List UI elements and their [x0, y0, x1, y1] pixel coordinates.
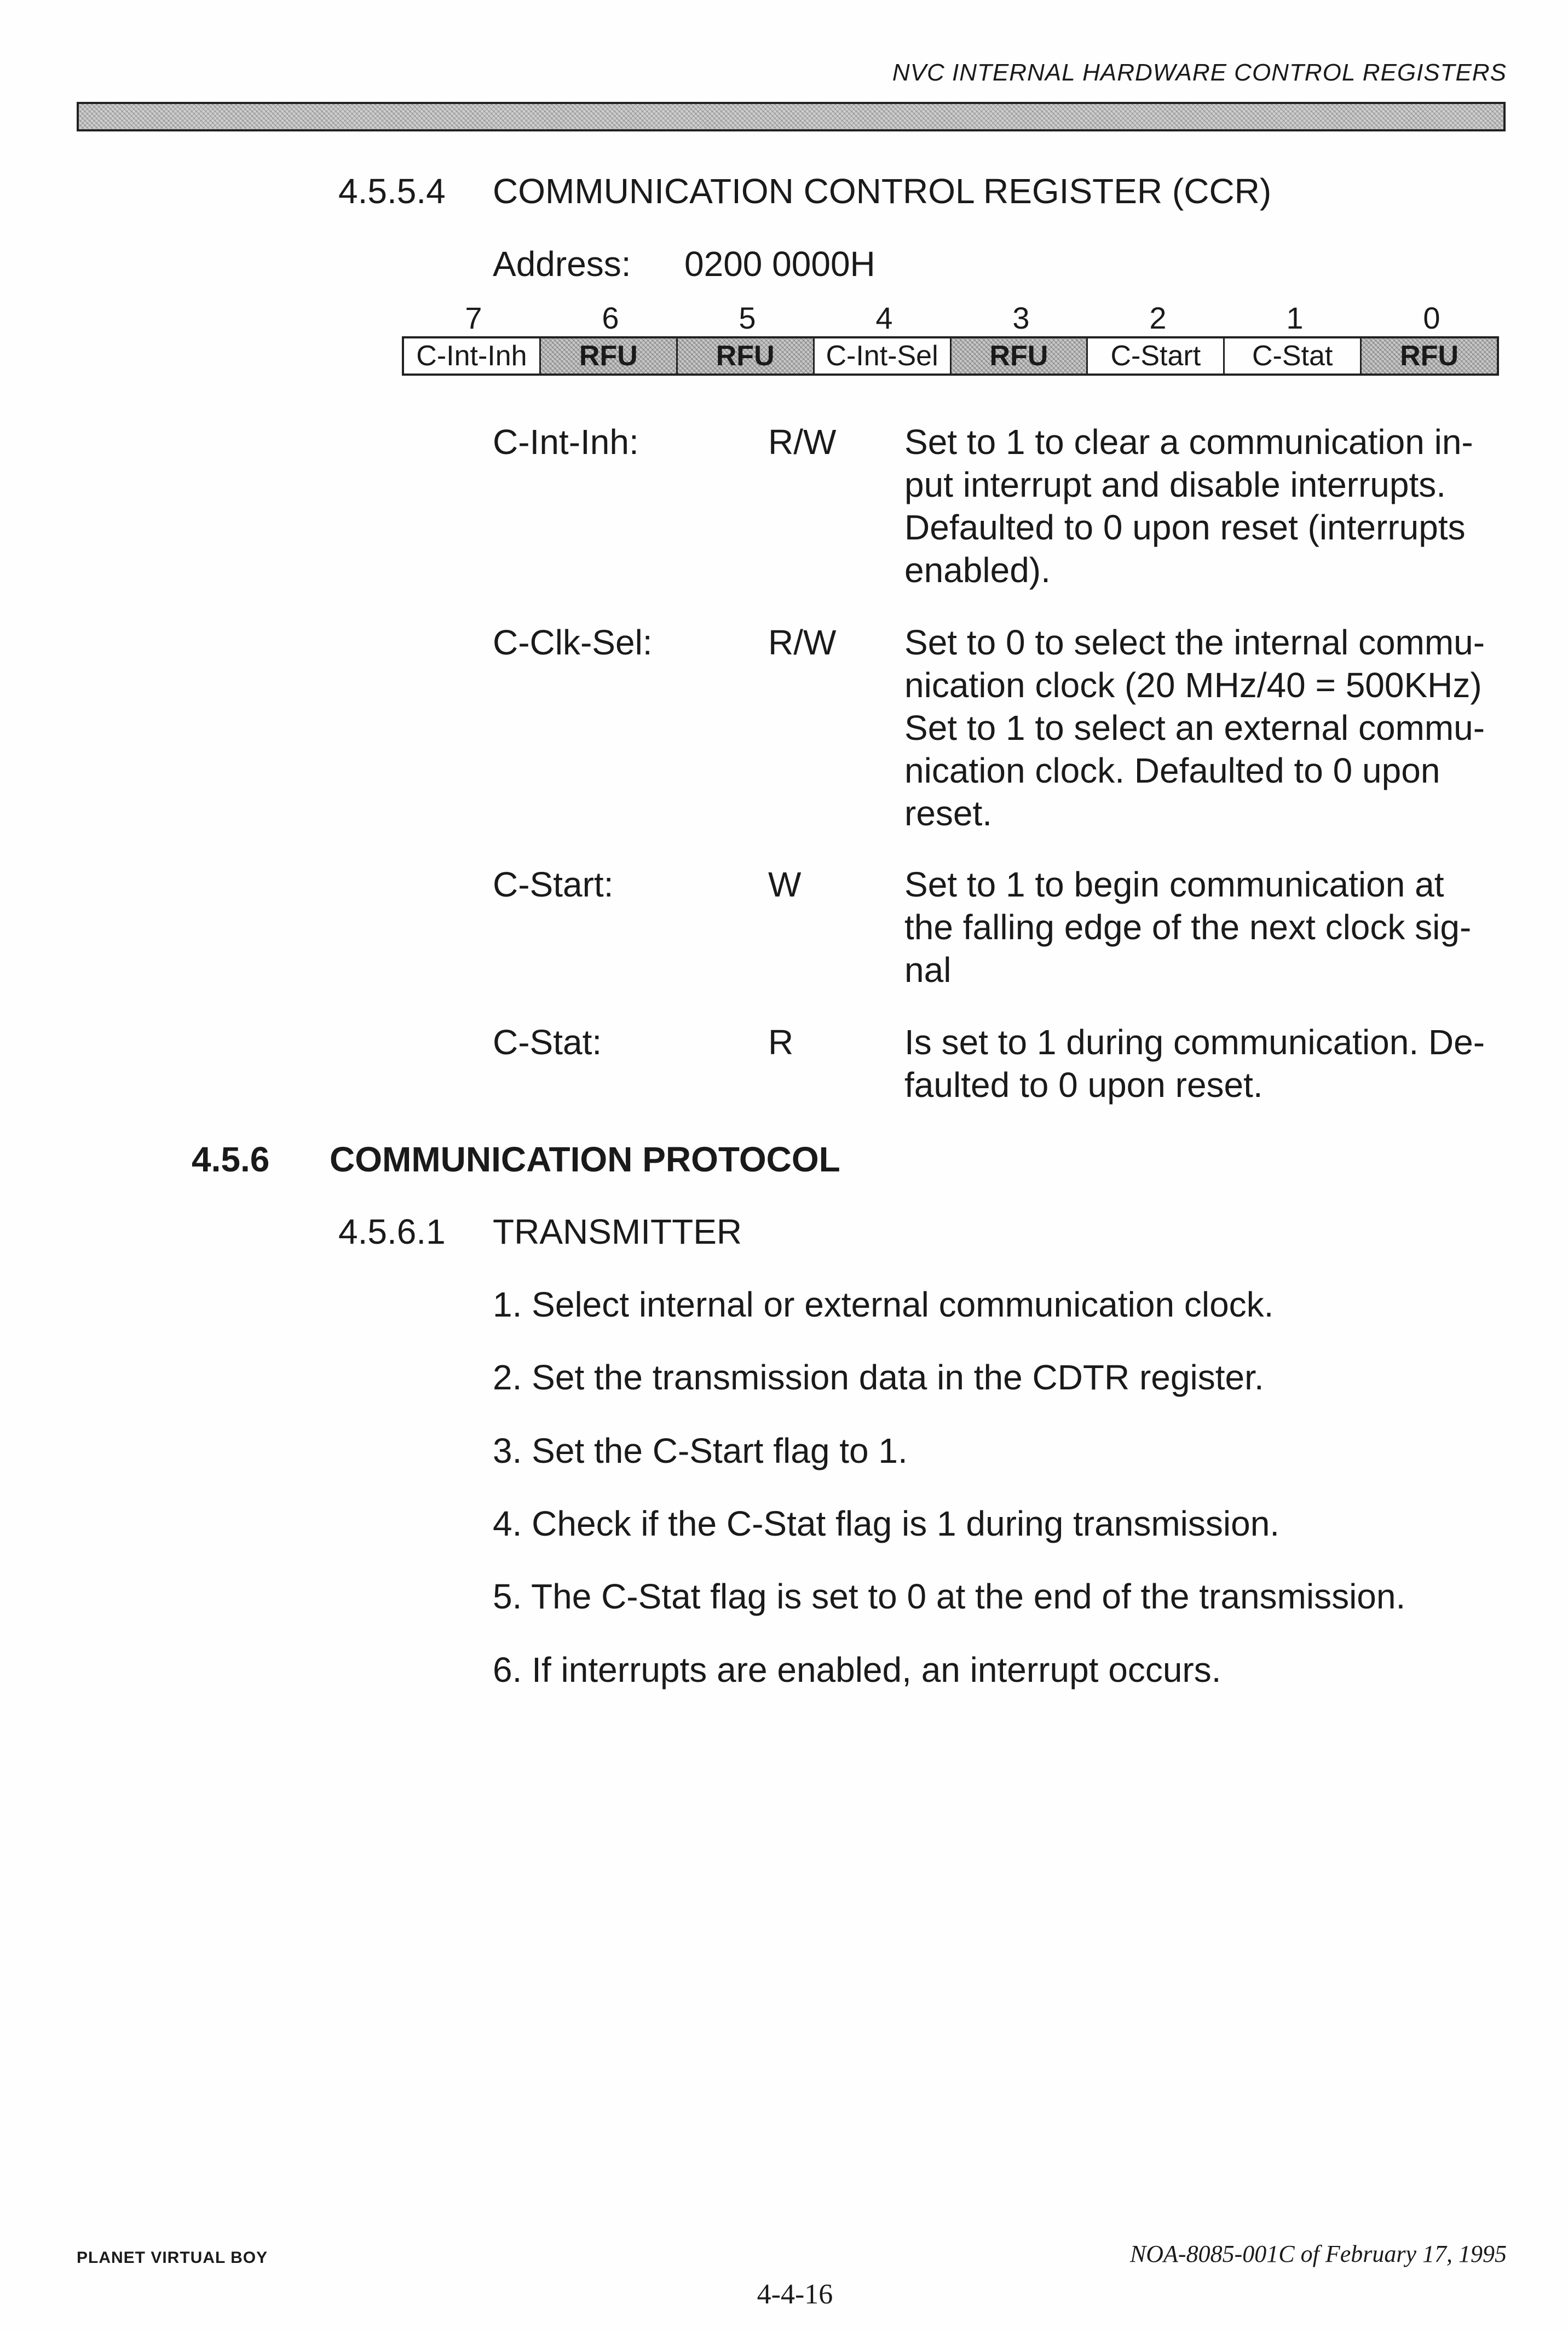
address-value: 0200 0000H	[684, 244, 875, 284]
description-line: enabled).	[904, 550, 1051, 590]
bit-numbers	[405, 300, 1500, 338]
address-label: Address:	[493, 244, 631, 284]
section-title: COMMUNICATION CONTROL REGISTER (CCR)	[493, 171, 1272, 211]
transmitter-step: 6. If interrupts are enabled, an interrupt occurs.	[493, 1650, 1221, 1690]
footer-publisher: PLANET VIRTUAL BOY	[77, 2249, 268, 2267]
description-line: reset.	[904, 794, 993, 833]
register-cell-bit4: C-Int-Sel	[815, 338, 952, 373]
register-cell-bit6: RFU	[541, 338, 678, 373]
bit-number: 7	[465, 301, 482, 335]
bit-number: 2	[1149, 301, 1167, 335]
transmitter-title: TRANSMITTER	[493, 1212, 742, 1251]
bit-number: 1	[1286, 301, 1304, 335]
protocol-section-number: 4.5.6	[192, 1140, 270, 1179]
bit-number: 4	[875, 301, 893, 335]
bit-number: 6	[602, 301, 619, 335]
field-description	[904, 621, 1529, 835]
field-access: R	[768, 1022, 794, 1062]
description-line: Set to 1 to clear a communication in-	[904, 422, 1473, 462]
register-cell-bit0: RFU	[1362, 338, 1497, 373]
field-access: W	[768, 865, 802, 904]
footer-doc-reference	[1130, 2240, 1507, 2268]
transmitter-step: 5. The C-Stat flag is set to 0 at the end of the transmission.	[493, 1577, 1406, 1616]
description-line: nication clock. Defaulted to 0 upon	[904, 751, 1440, 790]
field-access: R/W	[768, 623, 837, 662]
description-line: Defaulted to 0 upon reset (interrupts	[904, 508, 1466, 547]
field-name: C-Int-Inh:	[493, 422, 639, 462]
description-line: put interrupt and disable interrupts.	[904, 465, 1446, 504]
footer-doc-date: February 17, 1995	[1325, 2240, 1507, 2267]
description-line: the falling edge of the next clock sig-	[904, 907, 1472, 947]
field-description	[904, 1021, 1529, 1106]
description-line: Set to 1 to select an external commu-	[904, 708, 1485, 748]
transmitter-step: 4. Check if the C-Stat flag is 1 during transmission.	[493, 1504, 1280, 1543]
bit-number: 5	[739, 301, 756, 335]
field-name: C-Stat:	[493, 1022, 602, 1062]
description-line: nal	[904, 950, 952, 990]
page-number: 4-4-16	[757, 2279, 833, 2310]
header-bar	[77, 102, 1506, 131]
protocol-section-title: COMMUNICATION PROTOCOL	[330, 1140, 840, 1179]
register-diagram	[402, 336, 1499, 376]
transmitter-step: 1. Select internal or external communication clock.	[493, 1285, 1274, 1324]
transmitter-number: 4.5.6.1	[338, 1212, 446, 1251]
footer-doc-id: NOA-8085-001C	[1129, 2240, 1295, 2267]
description-line: faulted to 0 upon reset.	[904, 1065, 1263, 1105]
register-cell-bit1: C-Stat	[1225, 338, 1362, 373]
register-cell-bit2: C-Start	[1088, 338, 1225, 373]
bit-number: 0	[1423, 301, 1440, 335]
description-line: Set to 0 to select the internal commu-	[904, 623, 1485, 662]
register-cell-bit7: C-Int-Inh	[404, 338, 541, 373]
bit-number: 3	[1012, 301, 1030, 335]
description-line: Set to 1 to begin communication at	[904, 865, 1444, 904]
field-name: C-Clk-Sel:	[493, 623, 653, 662]
register-cell-bit5: RFU	[678, 338, 815, 373]
transmitter-step: 2. Set the transmission data in the CDTR register.	[493, 1358, 1264, 1397]
transmitter-step: 3. Set the C-Start flag to 1.	[493, 1431, 908, 1470]
description-line: Is set to 1 during communication. De-	[904, 1022, 1485, 1062]
section-number: 4.5.5.4	[338, 171, 446, 211]
field-description	[904, 421, 1529, 591]
field-access: R/W	[768, 422, 837, 462]
field-description	[904, 863, 1529, 991]
field-name: C-Start:	[493, 865, 614, 904]
running-header: NVC INTERNAL HARDWARE CONTROL REGISTERS	[892, 59, 1507, 86]
register-cell-bit3: RFU	[952, 338, 1088, 373]
footer-doc-of: of	[1300, 2240, 1319, 2267]
description-line: nication clock (20 MHz/40 = 500KHz)	[904, 665, 1482, 705]
